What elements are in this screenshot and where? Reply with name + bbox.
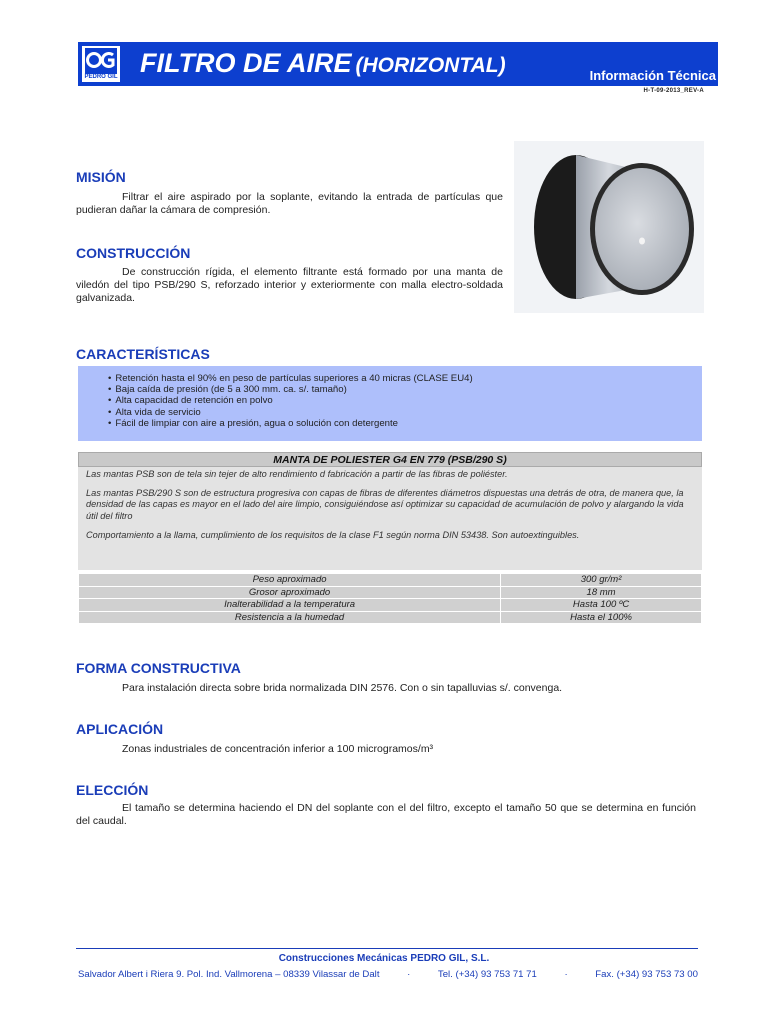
aplicacion-body: Zonas industriales de concentración inferior a 100 microgramos/m³ <box>122 743 434 755</box>
footer-divider <box>76 948 698 949</box>
info-label: Información Técnica <box>589 68 716 83</box>
caracteristicas-list <box>78 366 702 441</box>
product-photo <box>514 141 704 313</box>
mision-text <box>76 191 503 217</box>
page-title <box>140 48 506 79</box>
footer-company: Construcciones Mecánicas PEDRO GIL, S.L. <box>278 953 490 964</box>
eleccion-text <box>76 802 696 828</box>
pedro-gil-logo-icon <box>85 48 117 74</box>
spec-value: 18 mm <box>501 586 702 599</box>
list-item: • Alta vida de servicio <box>108 407 702 418</box>
eleccion-body: El tamaño se determina haciendo el DN del soplante con el del filtro, excepto el tamaño 50 que se determina en función del caudal. <box>76 802 696 827</box>
list-item: • Fácil de limpiar con aire a presión, agua o solución con detergente <box>108 418 702 429</box>
footer-contact <box>78 969 698 980</box>
construccion-heading: CONSTRUCCIÓN <box>76 245 191 261</box>
mision-body: Filtrar el aire aspirado por la soplante, evitando la entrada de partículas que pudieran dañar la cámara de compresión. <box>76 191 503 216</box>
spec-table <box>78 573 702 624</box>
forma-body: Para instalación directa sobre brida normalizada DIN 2576. Con o sin tapalluvias s/. convenga. <box>122 682 563 694</box>
spec-value: 300 gr/m² <box>501 574 702 587</box>
title-main: FILTRO DE AIRE <box>140 48 352 78</box>
footer-phone: Tel. (+34) 93 753 71 71 <box>437 969 537 980</box>
spec-value: Hasta 100 ºC <box>501 599 702 612</box>
aplicacion-text <box>76 743 696 756</box>
footer-separator: · <box>564 969 568 980</box>
table-row <box>79 574 702 587</box>
logo-text: PEDRO GIL <box>84 74 118 80</box>
spec-label: Inalterabilidad a la temperatura <box>79 599 501 612</box>
table-row <box>79 586 702 599</box>
footer-fax: Fax. (+34) 93 753 73 00 <box>595 969 698 980</box>
spec-heading: MANTA DE POLIESTER G4 EN 779 (PSB/290 S) <box>78 452 702 467</box>
list-item: • Alta capacidad de retención en polvo <box>108 395 702 406</box>
company-logo <box>81 45 121 83</box>
spec-description <box>78 467 702 570</box>
construccion-body: De construcción rígida, el elemento filtrante está formado por una manta de viledón del tipo PSB/290 S, reforzado interior y exteriormente con malla electro-soldada galvanizada. <box>76 266 503 304</box>
spec-label: Resistencia a la humedad <box>79 611 501 624</box>
footer-separator: · <box>407 969 411 980</box>
title-sub: (HORIZONTAL) <box>355 54 506 77</box>
table-row <box>79 599 702 612</box>
aplicacion-heading: APLICACIÓN <box>76 721 164 737</box>
spec-paragraph: Las mantas PSB/290 S son de estructura progresiva con capas de fibras de diferentes diámetros dispuestas una detrás de otra, de manera que, la densidad de las capas es mayor en el lado del aire limpio, consiguiéndose así optimizar su capacidad de acumulación de polvo y alargando la vida útil del filtro <box>86 488 684 521</box>
construccion-text <box>76 266 503 305</box>
document-reference: H-T-09-2013_REV-A <box>643 88 704 94</box>
caracteristicas-heading: CARACTERÍSTICAS <box>76 346 210 362</box>
spec-label: Peso aproximado <box>79 574 501 587</box>
spec-block <box>78 452 702 624</box>
spec-value: Hasta el 100% <box>501 611 702 624</box>
eleccion-heading: ELECCIÓN <box>76 782 149 798</box>
footer-address: Salvador Albert i Riera 9. Pol. Ind. Vallmorena – 08339 Vilassar de Dalt <box>78 969 380 980</box>
header-banner <box>78 42 718 86</box>
list-item: • Baja caída de presión (de 5 a 300 mm. ca. s/. tamaño) <box>108 384 702 395</box>
spec-label: Grosor aproximado <box>79 586 501 599</box>
mision-heading: MISIÓN <box>76 169 126 185</box>
spec-paragraph: Comportamiento a la llama, cumplimiento de los requisitos de la clase F1 según norma DIN 53438. Son autoextinguibles. <box>86 529 580 540</box>
forma-heading: FORMA CONSTRUCTIVA <box>76 660 241 676</box>
table-row <box>79 611 702 624</box>
forma-text <box>76 682 696 695</box>
filter-illustration <box>514 141 704 313</box>
spec-paragraph: Las mantas PSB son de tela sin tejer de alto rendimiento d fabricación a partir de las fibras de poliéster. <box>86 469 508 479</box>
list-item: • Retención hasta el 90% en peso de partículas superiores a 40 micras (CLASE EU4) <box>108 373 702 384</box>
